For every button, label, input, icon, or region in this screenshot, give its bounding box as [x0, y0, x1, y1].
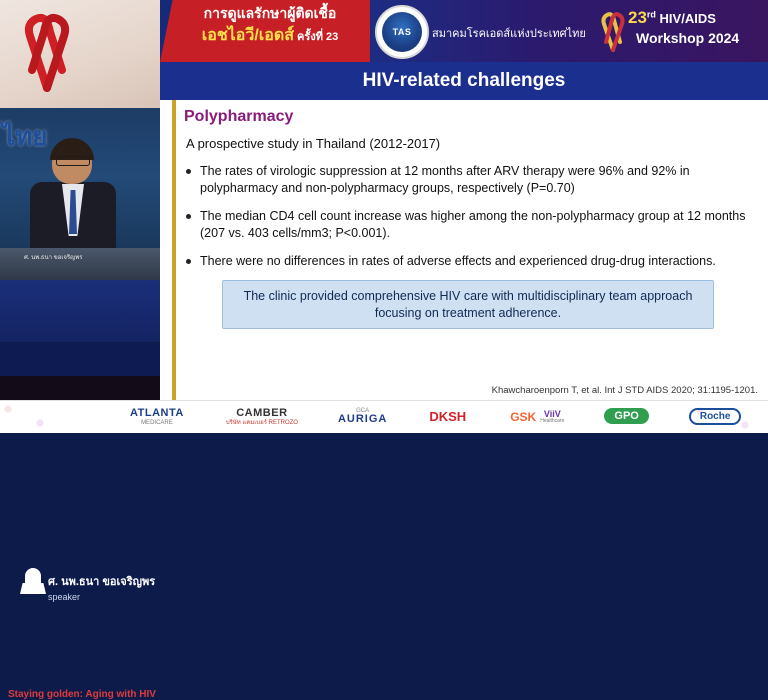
- video-top-scene: [0, 0, 160, 108]
- workshop-superscript: rd: [646, 9, 656, 20]
- sponsor-sub: MEDICARE: [141, 419, 173, 426]
- workshop-subtitle: Workshop 2024: [636, 30, 740, 46]
- sponsor-logo-gpo: [604, 411, 648, 423]
- slide-lead-text: A prospective study in Thailand (2012-2017): [186, 136, 441, 151]
- slide-title-bar: [160, 62, 768, 100]
- slide-bullet-list: [184, 163, 756, 269]
- banner-thai-line2: [170, 28, 370, 45]
- sponsor-logo-camber: [226, 408, 298, 426]
- sponsor-sub: บริษัท แคมเบอร์ RETROZO: [225, 419, 298, 426]
- workshop-number: 23: [628, 8, 647, 27]
- workshop-title: [628, 8, 716, 28]
- slide-title: HIV-related challenges: [362, 70, 566, 91]
- slide-section-heading: Polypharmacy: [184, 108, 294, 125]
- sponsor-footer: [0, 400, 768, 433]
- slide-callout: The clinic provided comprehensive HIV care with multidisciplinary team approach focusing on treatment adherence.: [222, 280, 714, 329]
- podium-nameplate: ศ. นพ.ธนา ขอเจริญพร: [24, 255, 83, 261]
- sponsor-logo-auriga: [338, 408, 387, 426]
- slide-gold-rule: [172, 100, 176, 400]
- speaker-name: ศ. นพ.ธนา ขอเจริญพร: [48, 576, 156, 588]
- session-title: Staying golden: Aging with HIV: [8, 689, 156, 700]
- speaker-glasses-icon: [56, 156, 90, 166]
- workshop-topic: HIV/AIDS: [659, 11, 716, 26]
- sponsor-sub: Healthcare: [540, 418, 565, 425]
- banner-thai-line2-main: เอชไอวี/เอดส์: [201, 27, 294, 44]
- organization-name: สมาคมโรคเอดส์แห่งประเทศไทย: [432, 28, 586, 40]
- slide-citation: Khawcharoenporn T, et al. Int J STD AIDS 2020; 31:1195-1201.: [491, 385, 758, 396]
- list-item: The median CD4 cell count increase was higher among the non-polypharmacy group at 12 months (207 vs. 403 cells/mm3; P<0.001).: [184, 208, 756, 242]
- banner-thai-line1: การดูแลรักษาผู้ติดเชื้อ: [203, 5, 337, 21]
- sponsor-logo-gsk: [510, 410, 564, 425]
- banner-thai-line2-small: ครั้งที่ 23: [294, 31, 339, 43]
- tas-logo: [375, 5, 429, 59]
- sponsor-logo-roche: [689, 412, 742, 423]
- list-item: The rates of virologic suppression at 12 months after ARV therapy were 96% and 92% in polypharmacy and non-polypharmacy groups, respectively (P=0.70): [184, 163, 756, 197]
- red-ribbon-icon: [20, 10, 74, 90]
- aids-ribbon-icon: [598, 8, 628, 52]
- sponsor-name: DKSH: [429, 409, 467, 425]
- speaker-role: speaker: [48, 592, 81, 602]
- sponsor-name: Roche: [689, 408, 742, 425]
- thai-overlay-text: ไทย: [2, 121, 48, 151]
- tas-logo-text: TAS: [382, 12, 422, 52]
- sponsor-name: GPO: [604, 408, 648, 424]
- sponsor-logo-atlanta: [130, 408, 184, 426]
- sponsor-name: ATLANTA: [130, 407, 184, 420]
- sponsor-name: AURIGA: [337, 413, 388, 426]
- sponsor-name: GSK: [510, 409, 537, 424]
- sponsor-name: ViiV: [543, 408, 561, 419]
- sponsor-logo-dksh: [429, 410, 466, 424]
- list-item: There were no differences in rates of adverse effects and experienced drug-drug interactions.: [184, 253, 756, 270]
- slide-body: [184, 108, 756, 396]
- conference-emblem-icon: [20, 568, 46, 598]
- sponsor-sub: GCA: [356, 408, 370, 415]
- sponsor-name: CAMBER: [236, 407, 288, 420]
- slide-area: [160, 62, 768, 400]
- sponsor-logo-viiv: [540, 410, 564, 425]
